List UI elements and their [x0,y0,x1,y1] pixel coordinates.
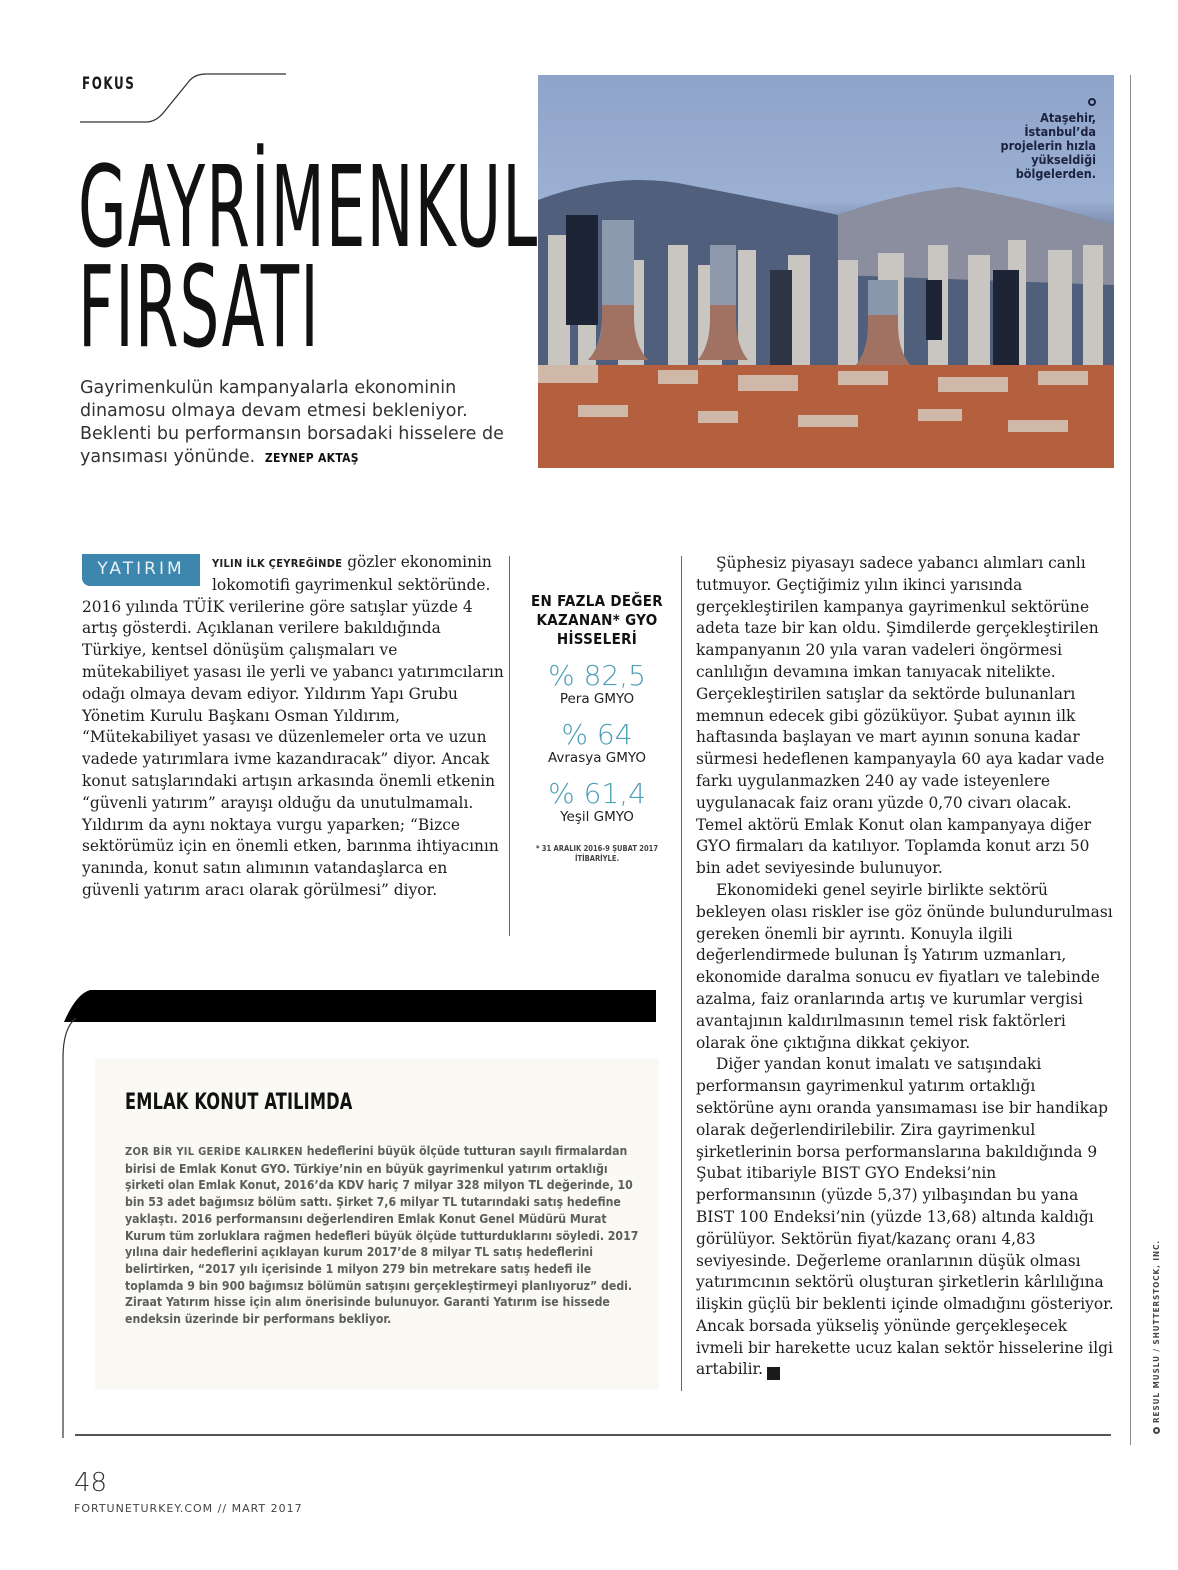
box-header-bar [62,990,656,1022]
stat-label: Yeşil GMYO [560,809,634,825]
stat-item [524,661,670,708]
emlak-konut-box [95,1058,659,1390]
column-divider [681,556,682,1391]
left-column-body: gözler ekonominin lokomotifi gayrimenkul sektöründe. 2016 yılında TÜİK verilerine göre satışlar yüzde 4 artış gösterdi. Açıklanan verilere bakıldığında Türkiye, kentsel dönüşüm çalışmaları ve mütekabiliyet yasası ile yerli ve yabancı yatırımcıların odağı olmaya devam ediyor. Yıldırım Yapı Grubu Yönetim Kurulu Başkanı Osman Yıldırım, “Mütekabiliyet yasası ve düzenlemeler orta ve uzun vadede yatırımlara ivme kazandıracak” diyor. Ancak konut satışlarındaki artışın arkasında önemli etkenin “güvenli yatırım” arayışı olduğu da unutulmamalı. Yıldırım da aynı noktaya vurgu yaparken; “Bizce sektörümüz için en önemli etken, barınma ihtiyacının yanında, konut satın alımının vatandaşlarca en güvenli yatırım aracı olarak görülmesi” diyor. [82,553,504,899]
stat-label: Avrasya GMYO [547,750,647,766]
box-frame-line [62,1018,82,1438]
photo-credit: RESUL MUSLU / SHUTTERSTOCK, INC. [1152,1240,1161,1434]
box-body [125,1143,650,1328]
paragraph: Diğer yandan konut imalatı ve satışındaki performansın gayrimenkul yatırım ortaklığı sektörüne aynı oranda yansımaması ise bir handikap olarak değerlendirilebilir. Zira gayrimenkul şirketlerinin borsa performanslarına bakıldığında 9 Şubat itibariyle BIST GYO Endeksi’nin performansının (yüzde 5,37) yılbaşından bu yana BIST 100 Endeksi’nin (yüzde 13,68) altında kaldığı görülüyor. Sektörün fiyat/kazanç oranı 4,83 seviyesinde. Değerleme oranlarının düşük olması yatırımcının sektörü oluşturan şirketlerin kârlılığına ilişkin güçlü bir beklenti içinde olmadığını gösteriyor. Ancak borsada yükseliş yönünde gerçekleşecek ivmeli bir harekette ucuz kalan sektör hisselerine ilgi artabilir. F [696,1055,1114,1379]
credit-marker-icon [1153,1427,1160,1434]
deck-text: Gayrimenkulün kampanyalarla ekonominin dinamosu olmaya devam etmesi bekleniyor. Beklenti bu performansın borsadaki hisselere de yansıması yönünde. [80,378,504,467]
stat-item [524,779,670,826]
stat-value: % 61,4 [548,777,646,810]
stat-footnote: * 31 ARALIK 2016-9 ŞUBAT 2017 İTİBARİYLE. [535,844,659,863]
paragraph: Ekonomideki genel seyirle birlikte sektörü bekleyen olası riskler ise göz önünde bulundurulması gereken önemli bir ayrıntı. Konuyla ilgili değerlendirmede bulunan İş Yatırım uzmanları, ekonomide daralma sonucu ev fiyatları ve talebinde azalma, faiz oranlarında artış ve kurumlar vergisi avantajının kaldırılmasının temel risk faktörleri olarak öne çıktığına dikkat çekiyor. [696,880,1113,1052]
caption-marker-icon [1088,98,1096,106]
column-divider [509,556,510,936]
article-right-column [696,553,1116,1381]
box-lead-in: ZOR BİR YIL GERİDE KALIRKEN [125,1145,303,1158]
headline-line-2: FIRSATI [78,243,320,373]
cityscape-photo [538,75,1114,468]
author-byline: ZEYNEP AKTAŞ [264,451,359,465]
section-label: FOKUS [82,74,136,94]
stat-value: % 64 [561,718,633,751]
article-left-column [82,552,508,902]
box-title: EMLAK KONUT ATILIMDA [125,1090,353,1115]
page-number: 48 [74,1468,108,1498]
page-margin-rule [1130,75,1131,1445]
headline-line-1: GAYRİMENKUL [78,143,539,273]
headline [78,143,539,373]
sidebar-title: EN FAZLA DEĞER KAZANAN* GYO HİSSELERİ [531,592,663,648]
publication-footer: FORTUNETURKEY.COM // MART 2017 [74,1502,303,1515]
paragraph: Şüphesiz piyasayı sadece yabancı alımları canlı tutmuyor. Geçtiğimiz yılın ikinci yarısında gerçekleştirilen kampanya gayrimenkul sektörüne adeta taze bir kan oldu. Şimdilerde gerçekleştirilen kampanyanın 20 yıla varan vadeleri öngörmesi canlılığın devamına imkan tanıyacak nitelikte. Gerçekleştirilen satışlar da sektörde bulunanları memnun edecek gibi gözüküyor. Şubat ayının ilk haftasında başlayan ve mart ayının sonuna kadar sürmesi hedeflenen kampanyayla 60 aya kadar vade farkı uygulanmazken 240 ay vade isteyenlere uygulanacak faiz oranı yüzde 0,70 civarı olacak. Temel aktörü Emlak Konut olan kampanyaya diğer GYO firmaları da katılıyor. Toplamda konut arzı 50 bin adet seviyesinde bulunuyor. [696,554,1105,878]
article-deck [80,377,520,470]
stat-value: % 82,5 [548,659,646,692]
photo-caption: Ataşehir, İstanbul’da projelerin hızla yükseldiği bölgelerden. [1001,97,1096,181]
kicker-tag: YATIRIM [82,554,200,586]
end-of-article-icon: F [767,1367,780,1380]
stat-label: Pera GMYO [559,691,635,707]
box-body-text: hedeflerini büyük ölçüde tutturan sayılı firmalardan birisi de Emlak Konut GYO. Türkiye’nin en büyük gayrimenkul yatırım ortaklığı şirketi olan Emlak Konut, 2016’da KDV hariç 7 milyar 328 milyon TL değerinde, 10 bin 53 adet bağımsız bölüm sattı. Şirket 7,6 milyar TL tutarındaki satış hedefine yaklaştı. 2016 performansını değerlendiren Emlak Konut Genel Müdürü Murat Kurum tüm zorluklara rağmen hedefleri büyük ölçüde tutturduklarını söyledi. 2017 yılına dair hedeflerini açıklayan kurum 2017’de 8 milyar TL satış hedeflerini belirtirken, “2017 yılı içerisinde 1 milyon 279 bin metrekare satış hedefi ile toplamda 9 bin 900 bağımsız bölümün satışını gerçekleştirmeyi planlıyoruz” dedi. Ziraat Yatırım hisse için alım önerisinde bulunuyor. Garanti Yatırım ise hissede endeksin üzerinde bir performans bekliyor. [125,1144,639,1327]
stats-sidebar [524,592,670,864]
footer-rule [75,1434,1111,1436]
lead-in: YILIN İLK ÇEYREĞİNDE [212,557,343,570]
stat-item [524,720,670,767]
